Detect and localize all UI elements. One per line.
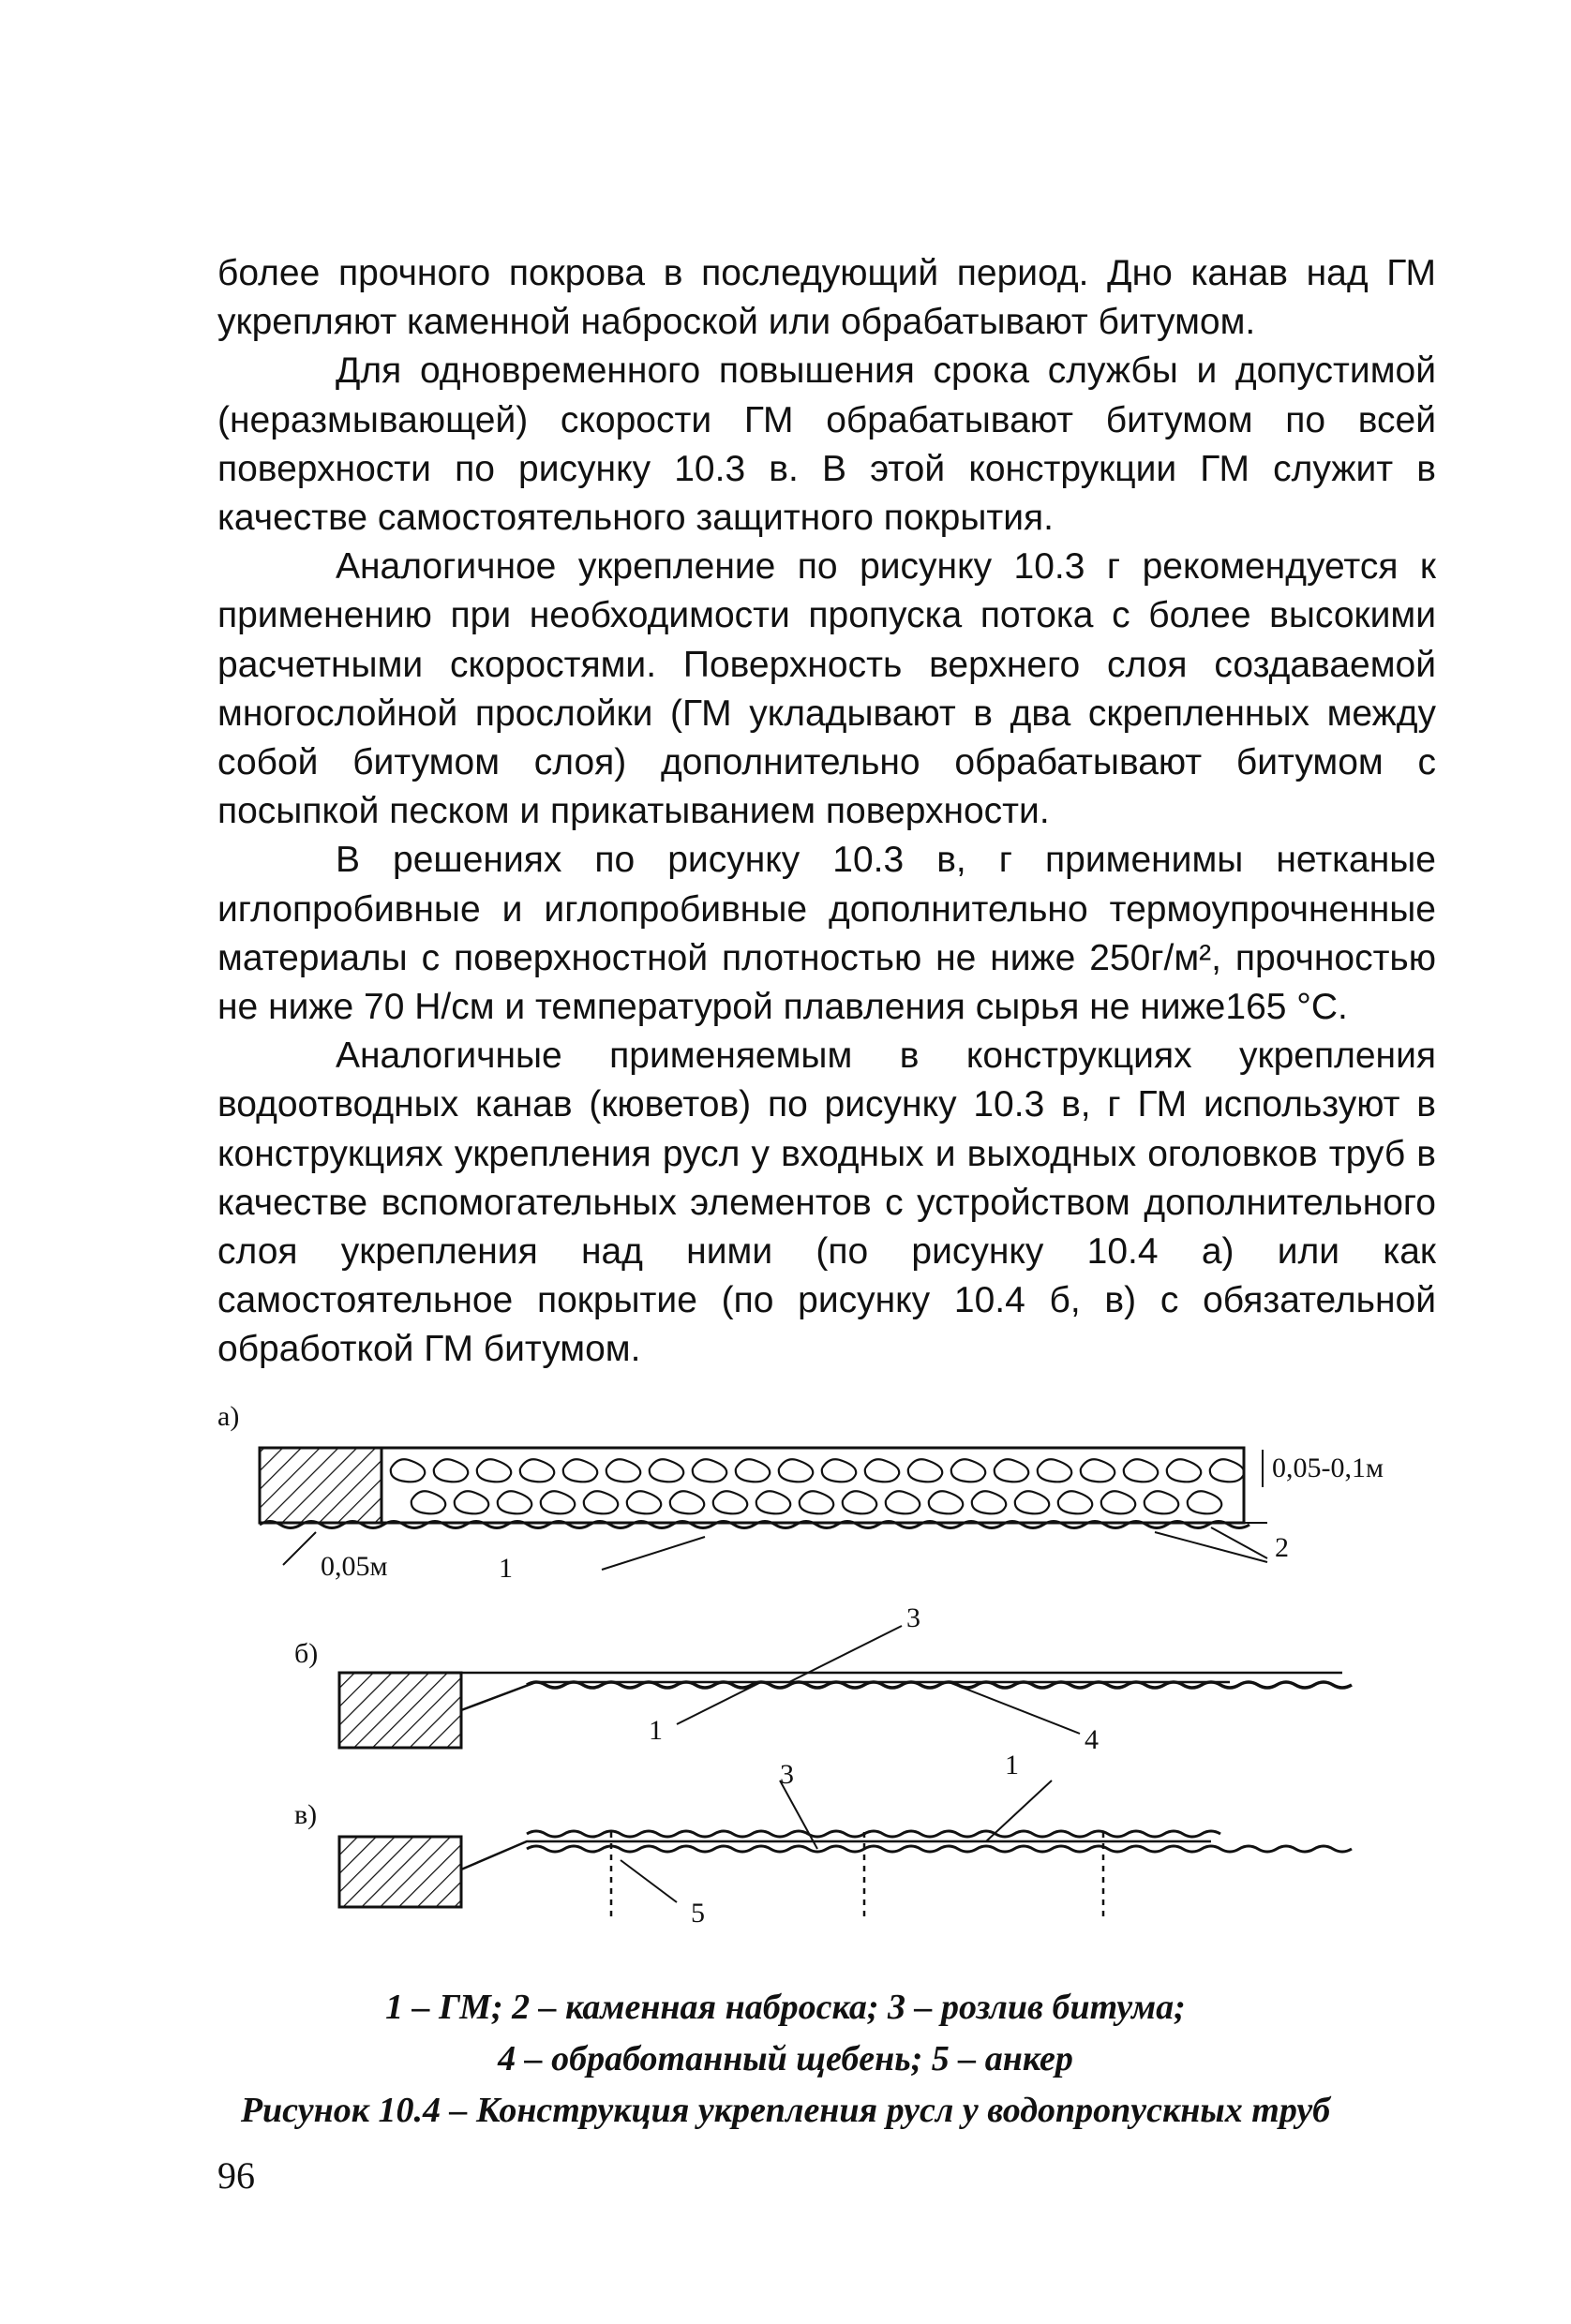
paragraph-2: Для одновременного повышения срока службы и допустимой (неразмывающей) скорости ГМ обрабатывают битумом по всей поверхности по рисунку 10.3 в. В этой конструкции ГМ служит в качестве самостоятельного защитного покрытия. — [217, 350, 1436, 539]
leader-1a — [602, 1537, 705, 1570]
label-2a: 2 — [1275, 1532, 1289, 1563]
thickness-label: 0,05-0,1м — [1272, 1452, 1384, 1483]
pipe-head-a — [260, 1448, 382, 1523]
label-1a: 1 — [499, 1553, 513, 1584]
paragraph-4: В решениях по рисунку 10.3 в, г применимы нетканые иглопробивные и иглопробивные дополнительно термоупрочненные материалы с поверхностной плотностью не ниже 250г/м², прочностью не ниже 70 Н/см и температурой плавления сырья не ниже165 °С. — [217, 840, 1436, 1028]
label-3b: 3 — [906, 1602, 920, 1633]
body-text — [217, 249, 1436, 1375]
paragraph-1: более прочного покрова в последующий период. Дно канав над ГМ укрепляют каменной наброской или обрабатывают битумом. — [217, 253, 1436, 343]
page-number: 96 — [217, 2154, 255, 2197]
panel-v-letter: в) — [294, 1799, 318, 1830]
pipe-head-b — [339, 1673, 461, 1748]
figure-drawing — [217, 1401, 1436, 1963]
pipe-head-v — [339, 1837, 461, 1907]
figure-10-4 — [217, 1401, 1436, 1963]
paragraph-3: Аналогичное укрепление по рисунку 10.3 г рекомендуется к применению при необходимости пропуска потока с более высокими расчетными скоростями. Поверхность верхнего слоя создаваемой многослойной прослойки (ГМ укладывают в два скрепленных между собой битумом слоя) дополнительно обрабатывают битумом с посыпкой песком и прикатыванием поверхности. — [217, 546, 1436, 832]
label-3v: 3 — [780, 1759, 794, 1790]
figure-legend-line-1: 1 – ГМ; 2 – каменная наброска; 3 – розлив битума; — [385, 1988, 1186, 2027]
panel-a-letter: а) — [217, 1401, 240, 1432]
leader-5v — [621, 1860, 677, 1902]
panel-a-drawing — [260, 1448, 1267, 1570]
label-5v: 5 — [691, 1898, 705, 1929]
layer-bottom-v — [527, 1846, 1352, 1852]
stone-layer-a — [382, 1448, 1244, 1523]
panel-b-letter: б) — [294, 1638, 319, 1669]
panel-v-drawing — [339, 1780, 1352, 1921]
stone-fill-a — [391, 1459, 1244, 1513]
label-4b: 4 — [1085, 1724, 1099, 1755]
leader-1b — [677, 1682, 761, 1724]
leader-4b — [949, 1682, 1080, 1734]
paragraph-5: Аналогичные применяемым в конструкциях укрепления водоотводных канав (кюветов) по рисунку 10.3 в, г ГМ используют в конструкциях укрепления русл у входных и выходных оголовков труб в качестве вспомогательных элементов с устройством дополнительного слоя укрепления над ними (по рисунку 10.4 а) или как самостоятельное покрытие (по рисунку 10.4 б, в) с обязательной обработкой ГМ битумом. — [217, 1035, 1436, 1370]
label-1b: 1 — [649, 1715, 663, 1746]
label-1v: 1 — [1005, 1750, 1019, 1780]
figure-title: Рисунок 10.4 – Конструкция укрепления русл у водопропускных труб — [240, 2091, 1331, 2130]
panel-b-drawing — [339, 1626, 1352, 1748]
depth-label: 0,05м — [321, 1551, 388, 1582]
figure-legend-line-2: 4 – обработанный щебень; 5 – анкер — [498, 2039, 1073, 2078]
layer-top-v — [527, 1831, 1220, 1837]
